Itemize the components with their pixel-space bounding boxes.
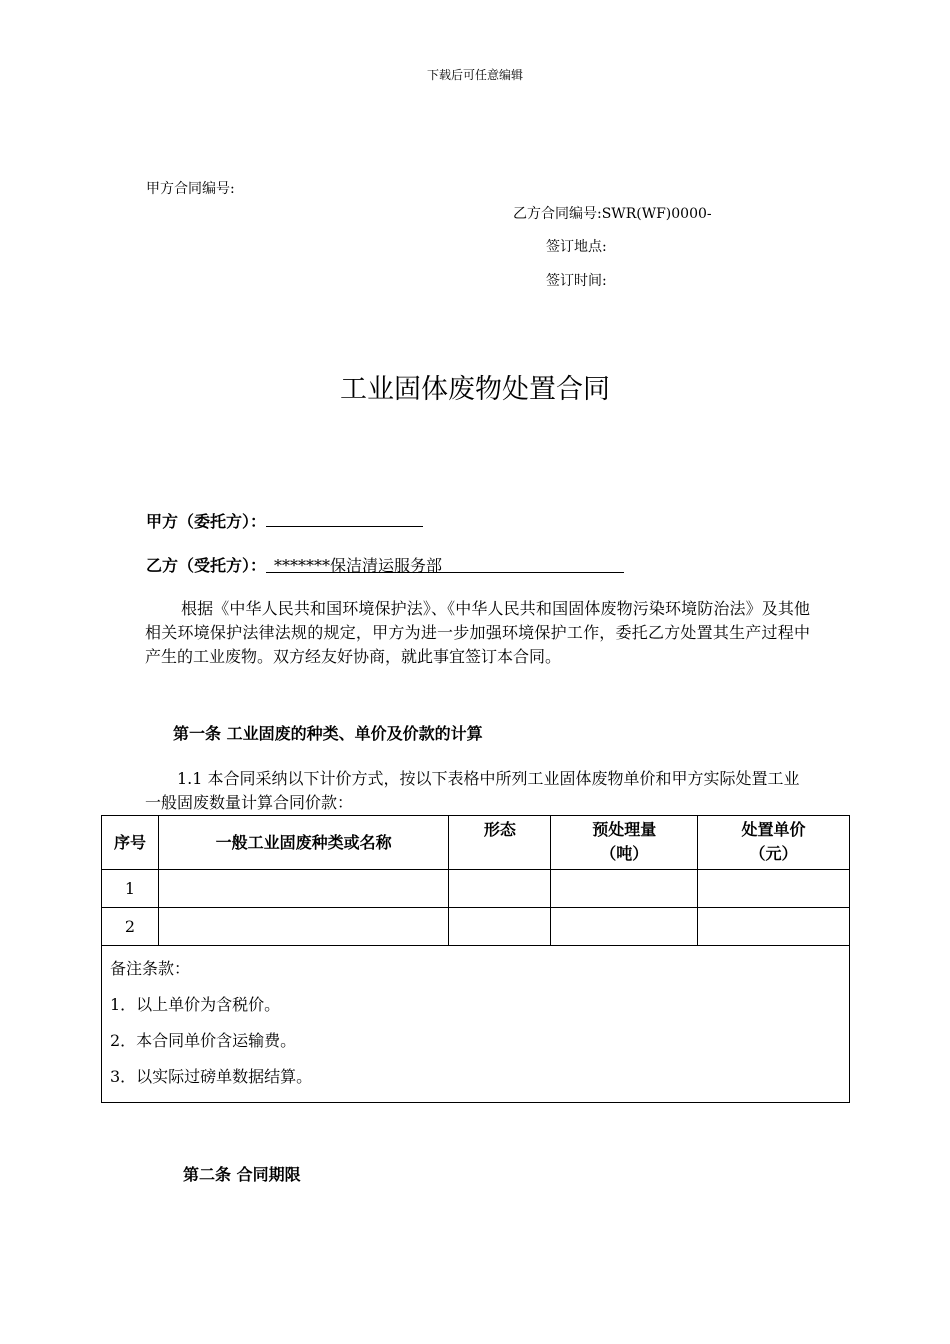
article-2-heading: 第二条 合同期限 bbox=[183, 1165, 301, 1184]
party-b-contract-number: 乙方合同编号:SWR(WF)0000- bbox=[513, 206, 712, 222]
table-row bbox=[102, 908, 850, 946]
table-header-row bbox=[102, 816, 850, 870]
sign-place: 签订地点: bbox=[546, 239, 607, 255]
header-form: 形态 bbox=[449, 816, 551, 870]
clause-1-1: 1.1 本合同采纳以下计价方式，按以下表格中所列工业固体废物单价和甲方实际处置工业一般固废数量计算合同价款： bbox=[145, 769, 800, 812]
cell-form bbox=[449, 870, 551, 908]
article-1-heading: 第一条 工业固废的种类、单价及价款的计算 bbox=[173, 724, 483, 743]
cell-form bbox=[449, 908, 551, 946]
table-notes-row bbox=[102, 946, 850, 1103]
party-a-line bbox=[146, 506, 423, 532]
party-a-value bbox=[266, 506, 423, 527]
sign-time: 签订时间: bbox=[546, 273, 607, 289]
cell-waste-name bbox=[158, 870, 449, 908]
party-a-contract-number: 甲方合同编号: bbox=[146, 181, 235, 197]
note-item: 1．以上单价为含税价。 bbox=[110, 995, 281, 1014]
cell-waste-name bbox=[158, 908, 449, 946]
cell-serial: 2 bbox=[102, 908, 159, 946]
waste-table bbox=[101, 815, 850, 1103]
header-quantity bbox=[551, 816, 698, 870]
document-title: 工业固体废物处置合同 bbox=[340, 374, 610, 405]
cell-unit-price bbox=[698, 870, 850, 908]
header-quantity-label: 预处理量 bbox=[592, 820, 657, 839]
note-item: 3．以实际过磅单数据结算。 bbox=[110, 1067, 313, 1086]
cell-quantity bbox=[551, 908, 698, 946]
cell-serial: 1 bbox=[102, 870, 159, 908]
cell-unit-price bbox=[698, 908, 850, 946]
party-b-label: 乙方（受托方）： bbox=[146, 556, 267, 575]
header-unit-price-label: 处置单价 bbox=[741, 820, 806, 839]
notes-cell bbox=[102, 946, 850, 1103]
header-note: 下载后可任意编辑 bbox=[426, 68, 523, 82]
header-serial: 序号 bbox=[102, 816, 159, 870]
party-a-label: 甲方（委托方）： bbox=[146, 512, 267, 531]
cell-quantity bbox=[551, 870, 698, 908]
notes-title: 备注条款： bbox=[110, 959, 191, 978]
header-unit-price bbox=[698, 816, 850, 870]
party-b-value: *******保洁清运服务部 bbox=[266, 553, 624, 573]
table-row bbox=[102, 870, 850, 908]
preamble-paragraph: 根据《中华人民共和国环境保护法》、《中华人民共和国固体废物污染环境防治法》及其他相关环境保护法律法规的规定，甲方为进一步加强环境保护工作，委托乙方处置其生产过程中产生的工业废物。双方经友好协商，就此事宜签订本合同。 bbox=[145, 599, 810, 666]
party-b-line bbox=[146, 553, 624, 576]
header-quantity-unit: （吨） bbox=[600, 844, 649, 863]
note-item: 2．本合同单价含运输费。 bbox=[110, 1031, 297, 1050]
header-waste-name: 一般工业固废种类或名称 bbox=[158, 816, 449, 870]
header-unit-price-unit: （元） bbox=[749, 844, 798, 863]
